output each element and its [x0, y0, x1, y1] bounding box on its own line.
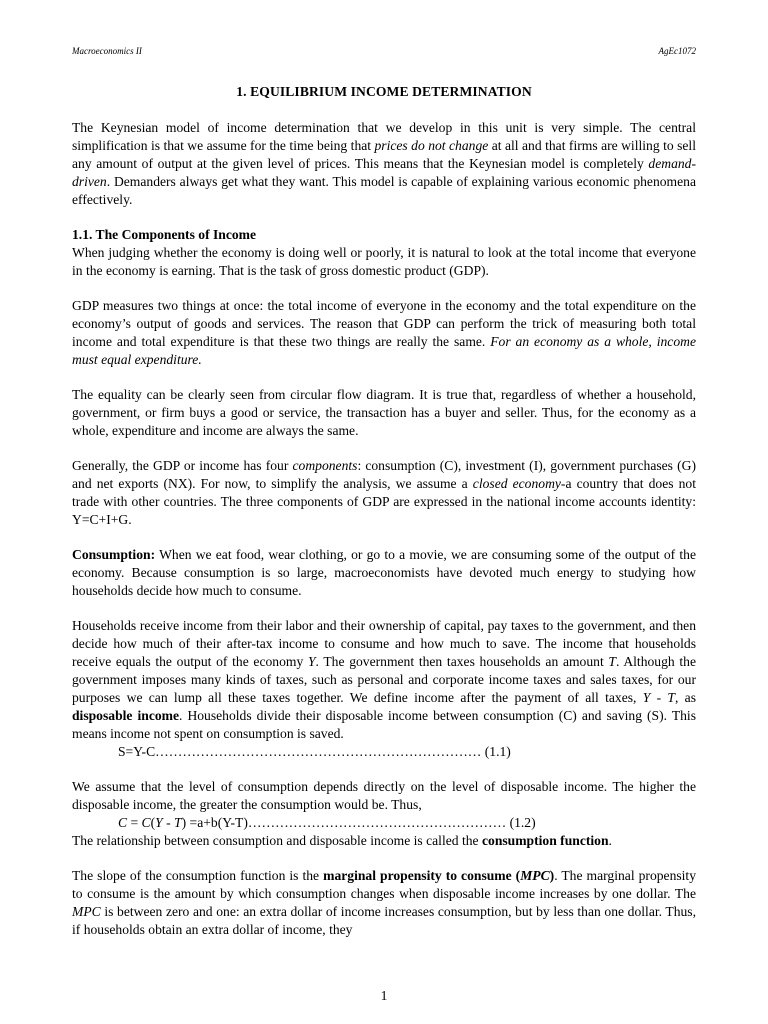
paragraph-gdp-measures: GDP measures two things at once: the total income of everyone in the economy and the total expenditure on the economy’s output of goods and services. The reason that GDP can perform the trick of measuring both total income and total expenditure is that these two things are really the same. For an economy as a whole, income must equal expenditure.	[72, 298, 696, 367]
paragraph-consumption-function: The relationship between consumption and disposable income is called the consumption function.	[72, 833, 612, 848]
paragraph-assume: We assume that the level of consumption depends directly on the level of disposable income. The higher the disposable income, the greater the consumption would be. Thus,	[72, 779, 696, 812]
document-body	[72, 119, 696, 956]
equation-1-2: C = C(Y - T) =a+b(Y-T)………………………………………………… (1.2)	[118, 815, 536, 830]
section-heading: 1.1. The Components of Income	[72, 227, 257, 242]
running-header-left: Macroeconomics II	[72, 46, 142, 56]
paragraph-households: Households receive income from their labor and their ownership of capital, pay taxes to the government, and then decide how much of their after-tax income to consume and how much to save. The income that households receive equals the output of the economy Y. The government then taxes households an amount T. Although the government imposes many kinds of taxes, such as personal and corporate income taxes and sales taxes, for our purposes we can lump all these taxes together. We define income after the payment of all taxes, Y - T, as disposable income. Households divide their disposable income between consumption (C) and saving (S). This means income not spent on consumption is saved.	[72, 618, 696, 741]
page-number: 1	[380, 988, 388, 1003]
intro-paragraph: The Keynesian model of income determination that we develop in this unit is very simple. The central simplification is that we assume for the time being that prices do not change at all and that firms are willing to sell any amount of output at the given level of prices. This means that the Keynesian model is completely demand-driven. Demanders always get what they want. This model is capable of explaining various economic phenomena effectively.	[72, 120, 696, 207]
paragraph-circular-flow: The equality can be clearly seen from circular flow diagram. It is true that, regardless of whether a household, government, or firm buys a good or service, the transaction has a buyer and seller. Thus, for the economy as a whole, expenditure and income are always the same.	[72, 387, 696, 438]
paragraph-components: Generally, the GDP or income has four components: consumption (C), investment (I), government purchases (G) and net exports (NX). For now, to simplify the analysis, we assume a closed economy-a country that does not trade with other countries. The three components of GDP are expressed in the national income accounts identity: Y=C+I+G.	[72, 458, 697, 527]
equation-1-1: S=Y-C……………………………………………………………… (1.1)	[118, 744, 511, 759]
chapter-title: 1. EQUILIBRIUM INCOME DETERMINATION	[236, 84, 532, 99]
paragraph-consumption: Consumption: When we eat food, wear clothing, or go to a movie, we are consuming some of the output of the economy. Because consumption is so large, macroeconomists have devoted much energy to studying how households decide how much to consume.	[72, 547, 696, 598]
paragraph-gdp-intro: When judging whether the economy is doing well or poorly, it is natural to look at the total income that everyone in the economy is earning. That is the task of gross domestic product (GDP).	[72, 245, 696, 278]
running-header-right: AgEc1072	[658, 46, 696, 56]
paragraph-mpc: The slope of the consumption function is the marginal propensity to consume (MPC). The marginal propensity to consume is the amount by which consumption changes when disposable income increases by one dollar. The MPC is between zero and one: an extra dollar of income increases consumption, but by less than one dollar. Thus, if households obtain an extra dollar of income, they	[72, 868, 697, 937]
